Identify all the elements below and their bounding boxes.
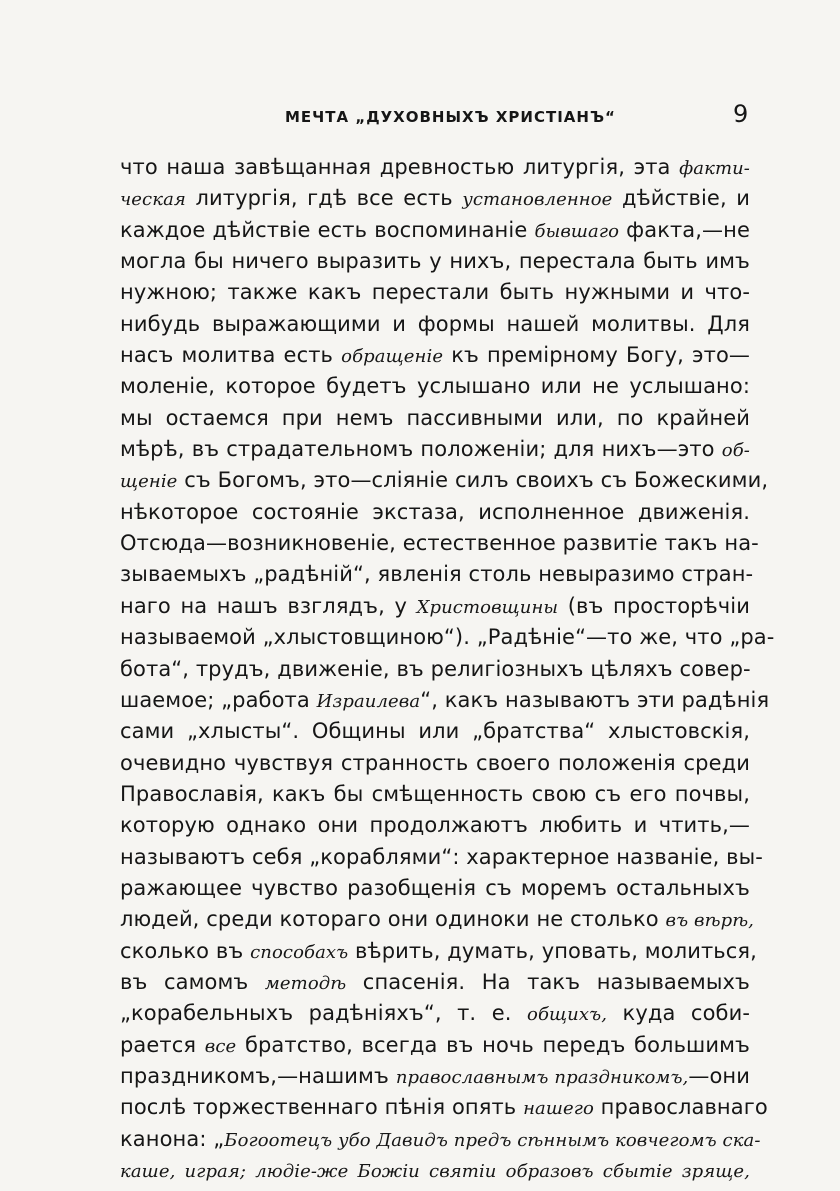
text-run: православнаго: [593, 1095, 768, 1120]
italic-text: методѣ: [264, 972, 347, 994]
text-line: [120, 810, 750, 841]
text-run: насъ молитва есть: [120, 343, 342, 368]
text-run: нибудь выражающими и формы нашей молитвы. Для: [120, 311, 750, 336]
text-line: [120, 403, 750, 434]
text-run: факта,—не: [619, 217, 750, 242]
text-run: праздникомъ,—нашимъ: [120, 1063, 396, 1088]
italic-text: въ вѣрѣ,: [665, 910, 754, 932]
italic-text: щеніе: [120, 471, 178, 493]
text-line: [120, 528, 759, 559]
text-run: “, какъ называютъ эти радѣнія: [420, 687, 770, 712]
text-run: съ Богомъ, это—сліяніе силъ своихъ съ Божескими,: [177, 468, 769, 493]
text-line: [120, 183, 750, 214]
text-run: —они: [688, 1063, 751, 1088]
text-run: нѣкоторое состояніе экстаза, исполненное движенія.: [120, 499, 750, 524]
italic-text: Израилева: [316, 690, 421, 712]
text-run: шаемое; „работа: [120, 687, 317, 712]
text-run: что наша завѣщанная древностью литургія, эта: [120, 155, 680, 179]
text-run: спасенія. На такъ называемыхъ: [346, 969, 750, 994]
text-line: [120, 559, 754, 590]
italic-text: установленное: [462, 189, 613, 211]
text-line: [120, 309, 750, 340]
text-line: [120, 873, 750, 904]
text-run: къ премірному Богу, это—: [443, 343, 750, 368]
italic-text: общихъ,: [527, 1004, 608, 1026]
text-line: [120, 591, 750, 622]
text-run: Отсюда—возникновеніе, естественное развитіе такъ на-: [120, 531, 759, 556]
italic-text: все: [204, 1035, 237, 1057]
italic-text: обращеніе: [341, 346, 444, 368]
italic-text: Христовщины: [416, 596, 559, 618]
text-line: [120, 246, 750, 277]
text-run: братство, всегда въ ночь передъ большимъ: [236, 1032, 750, 1057]
italic-text: бывшаго: [534, 220, 620, 242]
text-line: [120, 654, 750, 685]
text-line: [120, 748, 750, 779]
italic-text: Богоотецъ убо Давидъ предъ сѣннымъ ковчегомъ ска-: [224, 1129, 761, 1151]
running-title: МЕЧТА „ДУХОВНЫХЪ ХРИСТІАНЪ“: [285, 108, 616, 126]
text-run: вѣрить, думать, уповать, молиться,: [348, 938, 757, 963]
italic-text: факти-: [679, 158, 750, 179]
text-run: мѣрѣ, въ страдательномъ положеніи; для нихъ—это: [120, 437, 722, 462]
text-line: [120, 842, 763, 873]
text-line: [120, 434, 750, 465]
text-run: нужною; также какъ перестали быть нужными и что-: [120, 280, 750, 305]
text-line: [120, 685, 770, 716]
text-run: послѣ торжественнаго пѣнія опять: [120, 1095, 524, 1120]
text-run: куда соби-: [607, 1001, 750, 1026]
text-line: [120, 215, 750, 246]
text-run: (въ просторѣчіи: [558, 593, 750, 618]
text-run: называютъ себя „кораблями“: характерное названіе, вы-: [120, 844, 763, 869]
text-line: [120, 340, 750, 371]
italic-text: православнымъ праздникомъ,: [395, 1066, 689, 1088]
italic-text: ческая: [120, 189, 186, 211]
text-line: [120, 936, 757, 967]
text-run: называемой „хлыстовщиною“). „Радѣніе“—то же, что „ра-: [120, 625, 775, 650]
text-line: [120, 371, 750, 402]
text-line: [120, 1155, 750, 1186]
text-run: очевидно чувствуя странность своего положенія среди: [120, 750, 750, 775]
text-run: моленіе, которое будетъ услышано или не услышано:: [120, 374, 750, 399]
running-head: [0, 100, 840, 132]
text-run: людей, среди котораго они одиноки не столько: [120, 907, 666, 932]
text-run: бота“, трудъ, движеніе, въ религіозныхъ цѣляхъ совер-: [120, 656, 751, 681]
text-line: [120, 1124, 761, 1155]
text-line: [120, 967, 750, 998]
text-line: [120, 1092, 768, 1123]
italic-text: способахъ: [250, 941, 349, 963]
text-line: [120, 277, 750, 308]
text-line: [120, 1030, 750, 1061]
text-run: „корабельныхъ радѣніяхъ“, т. е.: [120, 1001, 528, 1026]
text-run: которую однако они продолжаютъ любить и чтить,—: [120, 813, 750, 838]
text-line: [120, 716, 750, 747]
text-run: въ самомъ: [120, 969, 265, 994]
text-line: [120, 622, 775, 653]
text-run: мы остаемся при немъ пассивными или, по крайней: [120, 405, 750, 430]
text-run: сколько въ: [120, 938, 251, 963]
body-text: [120, 152, 775, 1186]
text-line: [120, 779, 750, 810]
text-line: [120, 465, 769, 496]
text-run: рается: [120, 1032, 205, 1057]
text-line: [120, 904, 754, 935]
italic-text: нашего: [523, 1098, 594, 1120]
text-run: каждое дѣйствіе есть воспоминаніе: [120, 217, 535, 242]
text-line: [120, 497, 750, 528]
text-run: наго на нашъ взглядъ, у: [120, 593, 417, 618]
text-run: канона: „: [120, 1126, 225, 1151]
text-run: литургія, гдѣ все есть: [185, 186, 463, 211]
text-line: [120, 998, 750, 1029]
text-run: сами „хлысты“. Общины или „братства“ хлыстовскія,: [120, 719, 750, 744]
text-run: Православія, какъ бы смѣщенность свою съ его почвы,: [120, 781, 750, 806]
italic-text: каше, играя; людіе-же Божіи святіи образовъ сбытіе зряще,: [120, 1161, 750, 1182]
text-line: [120, 1061, 750, 1092]
text-run: дѣйствіе, и: [612, 186, 751, 211]
italic-text: об-: [721, 440, 750, 462]
page-number: 9: [733, 100, 749, 128]
text-run: ражающее чувство разобщенія съ моремъ остальныхъ: [120, 875, 750, 900]
text-run: могла бы ничего выразить у нихъ, перестала быть имъ: [120, 249, 750, 274]
text-line: [120, 152, 750, 183]
text-run: зываемыхъ „радѣній“, явленія столь невыразимо стран-: [120, 562, 754, 587]
